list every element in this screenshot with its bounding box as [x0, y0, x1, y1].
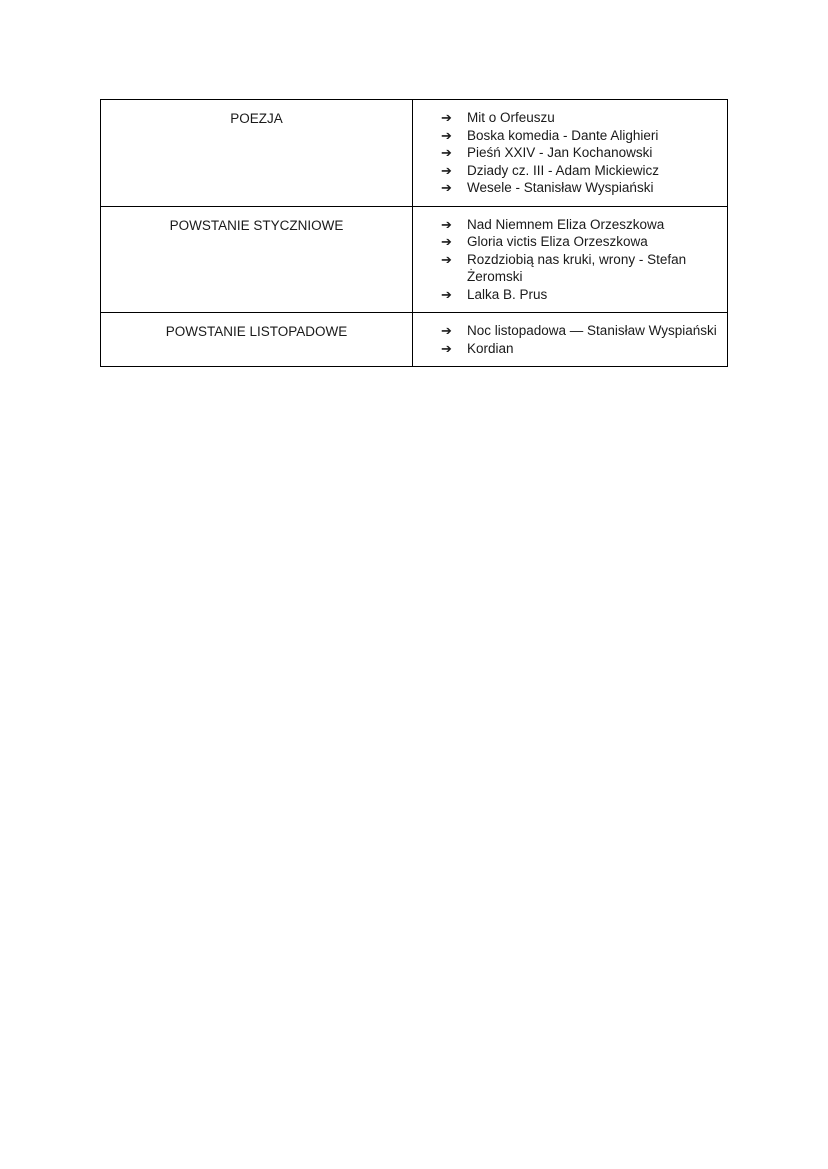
items-cell [413, 206, 728, 313]
arrow-bullet-icon: ➔ [441, 216, 452, 232]
arrow-bullet-icon: ➔ [441, 127, 452, 143]
item-text: Wesele - Stanisław Wyspiański [467, 180, 654, 195]
literature-table-body [101, 100, 728, 367]
arrow-bullet-icon: ➔ [441, 251, 452, 267]
category-cell [101, 100, 413, 207]
list-item [441, 162, 719, 180]
category-cell [101, 313, 413, 367]
item-text: Dziady cz. III - Adam Mickiewicz [467, 162, 660, 178]
table-row [101, 100, 728, 207]
items-cell [413, 313, 728, 367]
item-text: Boska komedia - Dante Alighieri [467, 127, 659, 143]
arrow-bullet-icon: ➔ [441, 286, 452, 302]
list-item [441, 233, 719, 251]
list-item [441, 144, 719, 162]
item-text: Kordian [467, 340, 514, 356]
items-list [441, 216, 719, 304]
category-cell [101, 206, 413, 313]
list-item [441, 216, 719, 234]
arrow-bullet-icon: ➔ [441, 180, 452, 195]
items-cell [413, 100, 728, 207]
table-row [101, 206, 728, 313]
arrow-bullet-icon: ➔ [441, 340, 452, 356]
item-text: Pieśń XXIV - Jan Kochanowski [467, 145, 653, 160]
list-item [441, 179, 719, 197]
item-text: Mit o Orfeuszu [467, 110, 555, 125]
list-item [441, 251, 719, 286]
arrow-bullet-icon: ➔ [441, 110, 452, 125]
list-item [441, 340, 719, 358]
item-text: Nad Niemnem Eliza Orzeszkowa [467, 216, 665, 232]
items-list [441, 322, 719, 357]
list-item [441, 109, 719, 127]
list-item [441, 286, 719, 304]
item-text: Gloria victis Eliza Orzeszkowa [467, 234, 648, 249]
category-label: POEZJA [230, 111, 283, 126]
arrow-bullet-icon: ➔ [441, 234, 452, 249]
table-row [101, 313, 728, 367]
item-text: Noc listopadowa — Stanisław Wyspiański [467, 323, 717, 338]
item-text: Lalka B. Prus [467, 286, 548, 302]
list-item [441, 127, 719, 145]
list-item [441, 322, 719, 340]
category-label: POWSTANIE STYCZNIOWE [169, 217, 344, 233]
items-list [441, 109, 719, 197]
arrow-bullet-icon: ➔ [441, 162, 452, 178]
arrow-bullet-icon: ➔ [441, 323, 452, 338]
literature-table [100, 99, 728, 367]
category-label: POWSTANIE LISTOPADOWE [165, 324, 348, 339]
item-text: Rozdziobią nas kruki, wrony - Stefan Żeromski [467, 251, 687, 284]
arrow-bullet-icon: ➔ [441, 145, 452, 160]
